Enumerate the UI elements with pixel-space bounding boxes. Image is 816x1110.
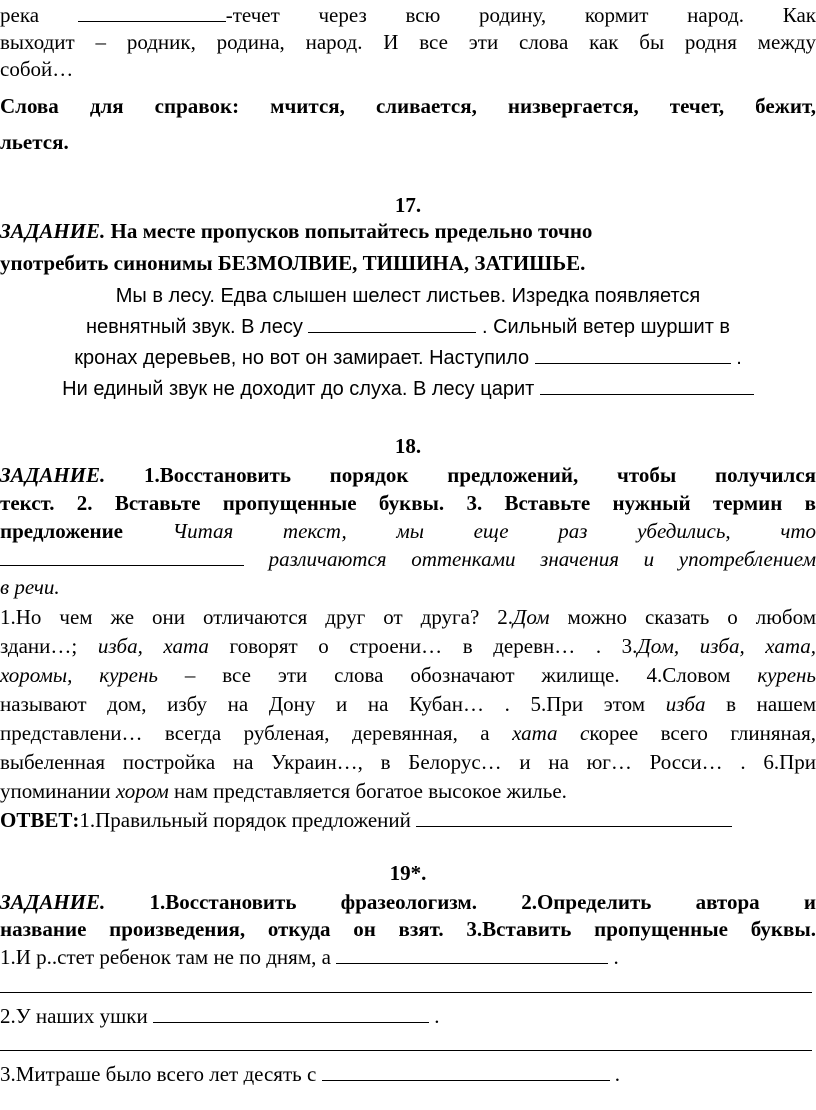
task-18-instruction-1: ЗАДАНИЕ. 1.Восстановить порядок предложений, чтобы получился bbox=[0, 463, 816, 487]
task-18-number: 18. bbox=[394, 434, 422, 458]
answer-line[interactable] bbox=[0, 992, 812, 993]
intro-line-3: собой… bbox=[0, 57, 74, 81]
task-18-sentence-line-1: 1.Но чем же они отличаются друг от друга? 2.Дом можно сказать о любом bbox=[0, 605, 816, 629]
task-19-number: 19*. bbox=[389, 861, 427, 885]
task-18-instruction-3: предложение Читая текст, мы еще раз убедились, что bbox=[0, 519, 816, 543]
task-18-sentence-line-5: представлени… всегда рубленая, деревянная, а хата скорее всего глиняная, bbox=[0, 721, 816, 745]
task-18-sentence-line-2: здани…; изба, хата говорят о строени… в деревн… . 3.Дом, изба, хата, bbox=[0, 634, 816, 658]
answer-blank[interactable] bbox=[78, 3, 226, 22]
task-17-instruction-2: употребить синонимы БЕЗМОЛВИЕ, ТИШИНА, ЗАТИШЬЕ. bbox=[0, 251, 586, 275]
answer-blank[interactable] bbox=[308, 314, 476, 333]
answer-label: ОТВЕТ: bbox=[0, 808, 80, 832]
task-label: ЗАДАНИЕ. bbox=[0, 219, 106, 243]
task-19-question-2: 2.У наших ушки . bbox=[0, 1004, 440, 1028]
task-19-instruction-1: ЗАДАНИЕ. 1.Восстановить фразеологизм. 2.Определить автора и bbox=[0, 890, 816, 914]
task-18-instruction-5: в речи. bbox=[0, 575, 60, 599]
task-19-instruction-2: название произведения, откуда он взят. 3.Вставить пропущенные буквы. bbox=[0, 917, 816, 941]
task-label: ЗАДАНИЕ. bbox=[0, 890, 106, 914]
intro-line-1: река -течет через всю родину, кормит народ. Как bbox=[0, 3, 816, 27]
task-17-instruction-1: ЗАДАНИЕ. На месте пропусков попытайтесь предельно точно bbox=[0, 219, 593, 243]
reference-words-line-1: Слова для справок: мчится, сливается, низвергается, течет, бежит, bbox=[0, 94, 816, 118]
task-18-sentence-line-4: называют дом, избу на Дону и на Кубан… . 5.При этом изба в нашем bbox=[0, 692, 816, 716]
answer-blank[interactable] bbox=[153, 1004, 429, 1023]
task-17-number: 17. bbox=[394, 193, 422, 217]
answer-blank[interactable] bbox=[322, 1062, 610, 1081]
task-19-question-1: 1.И р..стет ребенок там не по дням, а . bbox=[0, 945, 619, 969]
task-label: ЗАДАНИЕ. bbox=[0, 463, 106, 487]
answer-blank[interactable] bbox=[0, 547, 244, 566]
answer-line[interactable] bbox=[0, 1050, 812, 1051]
task-18-sentence-line-7: упоминании хором нам представляется богатое высокое жилье. bbox=[0, 779, 567, 803]
task-17-text-3: кронах деревьев, но вот он замирает. Наступило . bbox=[74, 347, 742, 369]
task-17-text-2: невнятный звук. В лесу . Сильный ветер шуршит в bbox=[85, 316, 731, 338]
task-18-instruction-4: различаются оттенками значения и употреблением bbox=[0, 546, 816, 573]
answer-blank[interactable] bbox=[540, 376, 754, 395]
task-18-answer-line: ОТВЕТ:1.Правильный порядок предложений bbox=[0, 807, 816, 834]
reference-words-line-2: льется. bbox=[0, 130, 69, 154]
answer-blank[interactable] bbox=[416, 808, 732, 827]
task-18-instruction-2: текст. 2. Вставьте пропущенные буквы. 3. Вставьте нужный термин в bbox=[0, 491, 816, 515]
task-18-sentence-line-6: выбеленная постройка на Украин…, в Белорус… и на юг… Росси… . 6.При bbox=[0, 750, 816, 774]
answer-blank[interactable] bbox=[535, 345, 731, 364]
task-17-text-1: Мы в лесу. Едва слышен шелест листьев. Изредка появляется bbox=[115, 285, 701, 307]
task-19-question-3: 3.Митраше было всего лет десять с . bbox=[0, 1062, 621, 1086]
answer-blank[interactable] bbox=[336, 945, 608, 964]
task-17-text-4: Ни единый звук не доходит до слуха. В лесу царит bbox=[0, 376, 816, 403]
task-18-sentence-line-3: хоромы, курень – все эти слова обозначают жилище. 4.Словом курень bbox=[0, 663, 816, 687]
intro-line-2: выходит – родник, родина, народ. И все эти слова как бы родня между bbox=[0, 30, 816, 54]
